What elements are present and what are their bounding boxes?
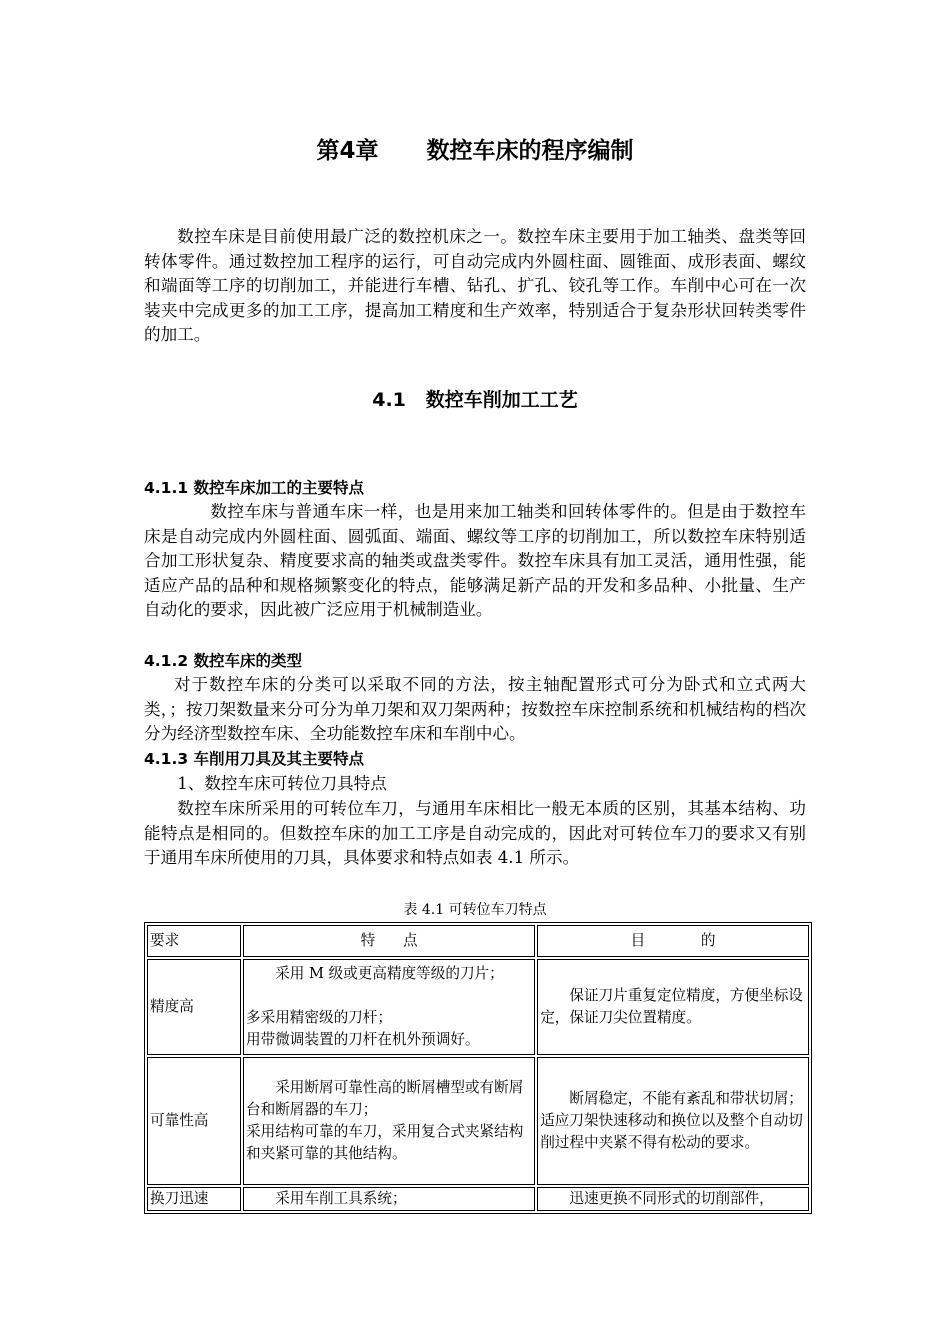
subsection-title-4-1-1: 4.1.1 数控车床加工的主要特点 xyxy=(144,479,365,497)
feature-line: 采用断屑可靠性高的断屑槽型或有断屑台和断屑器的车刀； xyxy=(246,1079,524,1118)
row-features xyxy=(243,1187,535,1211)
chapter-title: 第4章 数控车床的程序编制 xyxy=(316,138,634,164)
purpose-line: 断屑稳定，不能有紊乱和带状切屑； xyxy=(569,1090,803,1107)
subsection-title-4-1-2: 4.1.2 数控车床的类型 xyxy=(144,652,303,670)
feature-line: 用带微调装置的刀杆在机外预调好。 xyxy=(246,1031,480,1048)
section-title: 4.1 数控车削加工工艺 xyxy=(372,389,578,411)
feature-line: 多采用精密级的刀杆； xyxy=(246,1009,392,1026)
header-purpose: 目 的 xyxy=(537,925,809,957)
row-features xyxy=(243,1057,535,1185)
row-requirement: 可靠性高 xyxy=(147,1057,241,1185)
row-purposes xyxy=(537,959,809,1055)
table-row xyxy=(147,1187,809,1211)
table-caption: 表 4.1 可转位车刀特点 xyxy=(403,902,547,918)
feature-line: 采用结构可靠的车刀，采用复合式夹紧结构和夹紧可靠的其他结构。 xyxy=(246,1123,524,1162)
row-requirement: 精度高 xyxy=(147,959,241,1055)
feature-line: 采用车削工具系统； xyxy=(275,1190,407,1207)
purpose-line: 迅速更换不同形式的切削部件， xyxy=(569,1190,774,1207)
row-purposes xyxy=(537,1057,809,1185)
subsection-item-1: 1、数控车床可转位刀具特点 xyxy=(177,774,387,793)
table-row xyxy=(147,959,809,1055)
purpose-line: 保证刀片重复定位精度，方便坐标设定，保证刀尖位置精度。 xyxy=(540,987,803,1026)
row-requirement: 换刀迅速 xyxy=(147,1187,241,1211)
table-row xyxy=(147,1057,809,1185)
tool-features-table xyxy=(144,922,812,1214)
intro-paragraph: 数控车床是目前使用最广泛的数控机床之一。数控车床主要用于加工轴类、盘类等回转体零件。通过数控加工程序的运行，可自动完成内外圆柱面、圆锥面、成形表面、螺纹和端面等工序的切削加工，并能进行车槽、钻孔、扩孔、铰孔等工作。车削中心可在一次装夹中完成更多的加工工序，提高加工精度和生产效率，特别适合于复杂形状回转类零件的加工。 xyxy=(144,227,806,344)
row-purposes xyxy=(537,1187,809,1211)
feature-line: 采用 M 级或更高精度等级的刀片； xyxy=(275,965,504,982)
subsection-title-4-1-3: 4.1.3 车削用刀具及其主要特点 xyxy=(144,750,365,768)
header-requirement: 要求 xyxy=(147,925,241,957)
table-header-row xyxy=(147,925,809,957)
subsection-body-4-1-3: 数控车床所采用的可转位车刀，与通用车床相比一般无本质的区别，其基本结构、功能特点是相同的。但数控车床的加工工序是自动完成的，因此对可转位车刀的要求又有别于通用车床所使用的刀具，具体要求和特点如表 4.1 所示。 xyxy=(144,799,806,867)
subsection-body-4-1-2: 对于数控车床的分类可以采取不同的方法，按主轴配置形式可分为卧式和立式两大类，；按刀架数量来分可分为单刀架和双刀架两种；按数控车床控制系统和机械结构的档次分为经济型数控车床、全功能数控车床和车削中心。 xyxy=(144,675,806,743)
purpose-line: 适应刀架快速移动和换位以及整个自动切削过程中夹紧不得有松动的要求。 xyxy=(540,1112,803,1151)
header-feature: 特 点 xyxy=(243,925,535,957)
subsection-body-4-1-1: 数控车床与普通车床一样，也是用来加工轴类和回转体零件的。但是由于数控车床是自动完成内外圆柱面、圆弧面、端面、螺纹等工序的切削加工，所以数控车床特别适合加工形状复杂、精度要求高的轴类或盘类零件。数控车床具有加工灵活，通用性强，能适应产品的品种和规格频繁变化的特点，能够满足新产品的开发和多品种、小批量、生产自动化的要求，因此被广泛应用于机械制造业。 xyxy=(144,502,806,619)
row-features xyxy=(243,959,535,1055)
